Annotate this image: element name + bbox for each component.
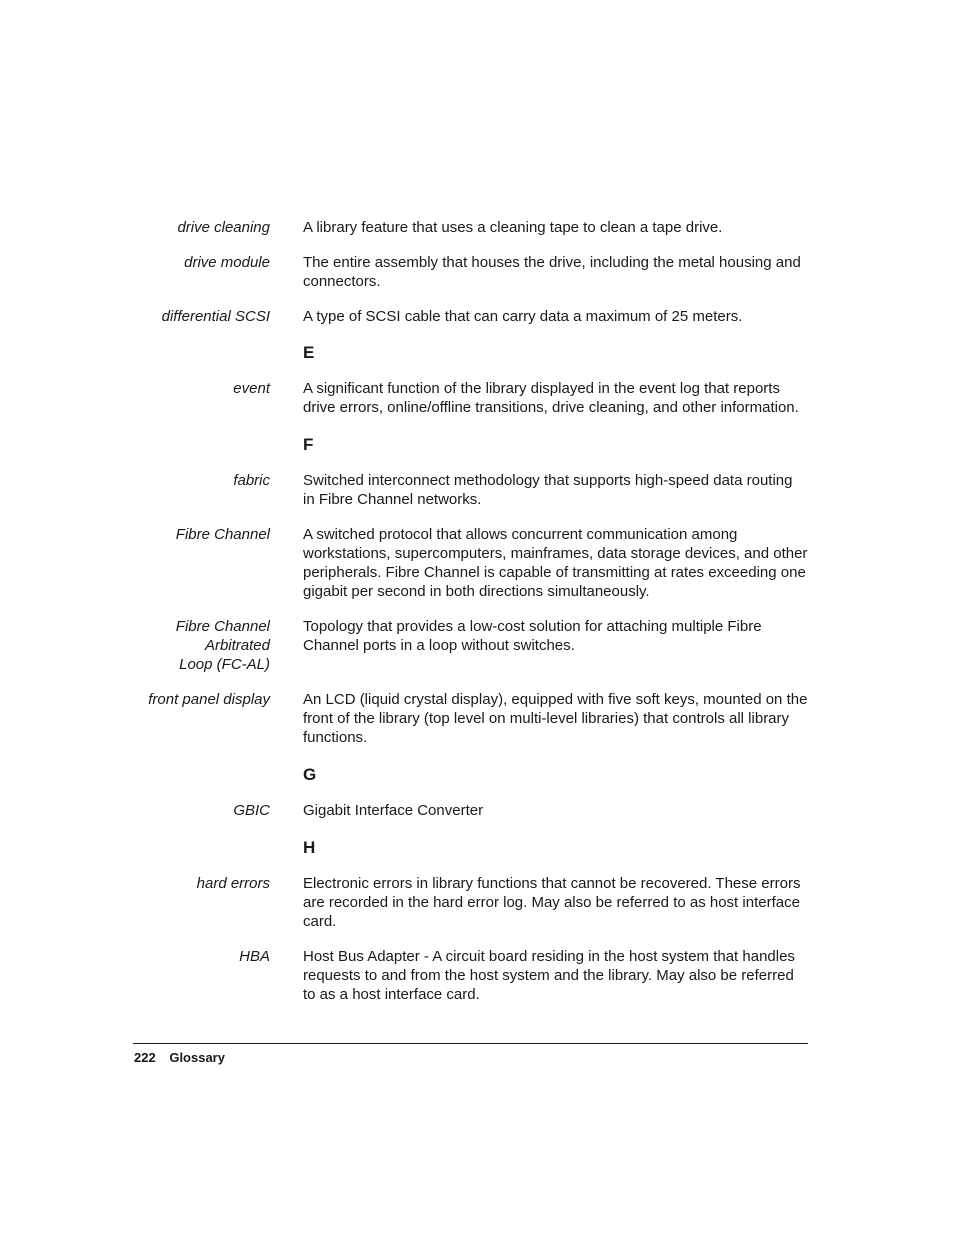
glossary-definition: The entire assembly that houses the drive, including the metal housing and connectors. bbox=[303, 254, 801, 290]
glossary-entry-fc-al bbox=[0, 617, 954, 674]
glossary-term: Fibre Channel bbox=[175, 526, 270, 543]
glossary-entry-drive-module bbox=[0, 253, 954, 291]
glossary-definition: Electronic errors in library functions that cannot be recovered. These errors are recorded in the hard error log. May also be referred to as host interface card. bbox=[303, 875, 801, 930]
section-letter-h: H bbox=[303, 838, 316, 857]
glossary-definition: A library feature that uses a cleaning tape to clean a tape drive. bbox=[303, 219, 723, 236]
glossary-entry-fabric bbox=[0, 471, 954, 509]
section-letter-g: G bbox=[303, 765, 317, 784]
section-letter-f: F bbox=[303, 435, 314, 454]
glossary-entry-event bbox=[0, 379, 954, 417]
page-number: 222 bbox=[134, 1050, 156, 1065]
glossary-term: fabric bbox=[233, 472, 270, 489]
glossary-term: Fibre Channel Arbitrated Loop (FC-AL) bbox=[175, 618, 270, 673]
glossary-term: drive cleaning bbox=[177, 219, 270, 236]
glossary-term: drive module bbox=[184, 254, 270, 271]
footer-section-title: Glossary bbox=[169, 1050, 225, 1065]
section-letter-e: E bbox=[303, 343, 315, 362]
glossary-term: GBIC bbox=[233, 802, 270, 819]
glossary-definition: A significant function of the library displayed in the event log that reports drive errors, online/offline transitions, drive cleaning, and other information. bbox=[303, 380, 799, 416]
glossary-entry-differential-scsi bbox=[0, 307, 954, 326]
glossary-term: HBA bbox=[239, 948, 270, 965]
glossary-list bbox=[0, 218, 954, 1004]
glossary-entry-hba bbox=[0, 947, 954, 1004]
glossary-definition: Host Bus Adapter - A circuit board residing in the host system that handles requests to and from the host system and the library. May also be referred to as a host interface card. bbox=[303, 948, 795, 1003]
glossary-definition: A switched protocol that allows concurrent communication among workstations, supercomputers, mainframes, data storage devices, and other peripherals. Fibre Channel is capable of transmitting at rates exceeding one gigabit per second in both directions simultaneously. bbox=[303, 526, 808, 600]
glossary-entry-front-panel-display bbox=[0, 690, 954, 747]
glossary-entry-fibre-channel bbox=[0, 525, 954, 601]
glossary-definition: A type of SCSI cable that can carry data a maximum of 25 meters. bbox=[303, 308, 743, 325]
glossary-term: hard errors bbox=[196, 875, 270, 892]
glossary-term: event bbox=[233, 380, 270, 397]
glossary-definition: Switched interconnect methodology that supports high-speed data routing in Fibre Channel networks. bbox=[303, 472, 793, 508]
glossary-definition: Topology that provides a low-cost solution for attaching multiple Fibre Channel ports in a loop without switches. bbox=[303, 618, 762, 654]
glossary-entry-hard-errors bbox=[0, 874, 954, 931]
page-footer bbox=[134, 1050, 225, 1066]
footer-divider bbox=[133, 1043, 808, 1044]
glossary-entry-drive-cleaning bbox=[0, 218, 954, 237]
glossary-term: differential SCSI bbox=[161, 308, 270, 325]
glossary-definition: An LCD (liquid crystal display), equipped with five soft keys, mounted on the front of the library (top level on multi-level libraries) that controls all library functions. bbox=[303, 691, 808, 746]
glossary-entry-gbic bbox=[0, 801, 954, 820]
glossary-term: front panel display bbox=[148, 691, 270, 708]
glossary-definition: Gigabit Interface Converter bbox=[303, 802, 484, 819]
